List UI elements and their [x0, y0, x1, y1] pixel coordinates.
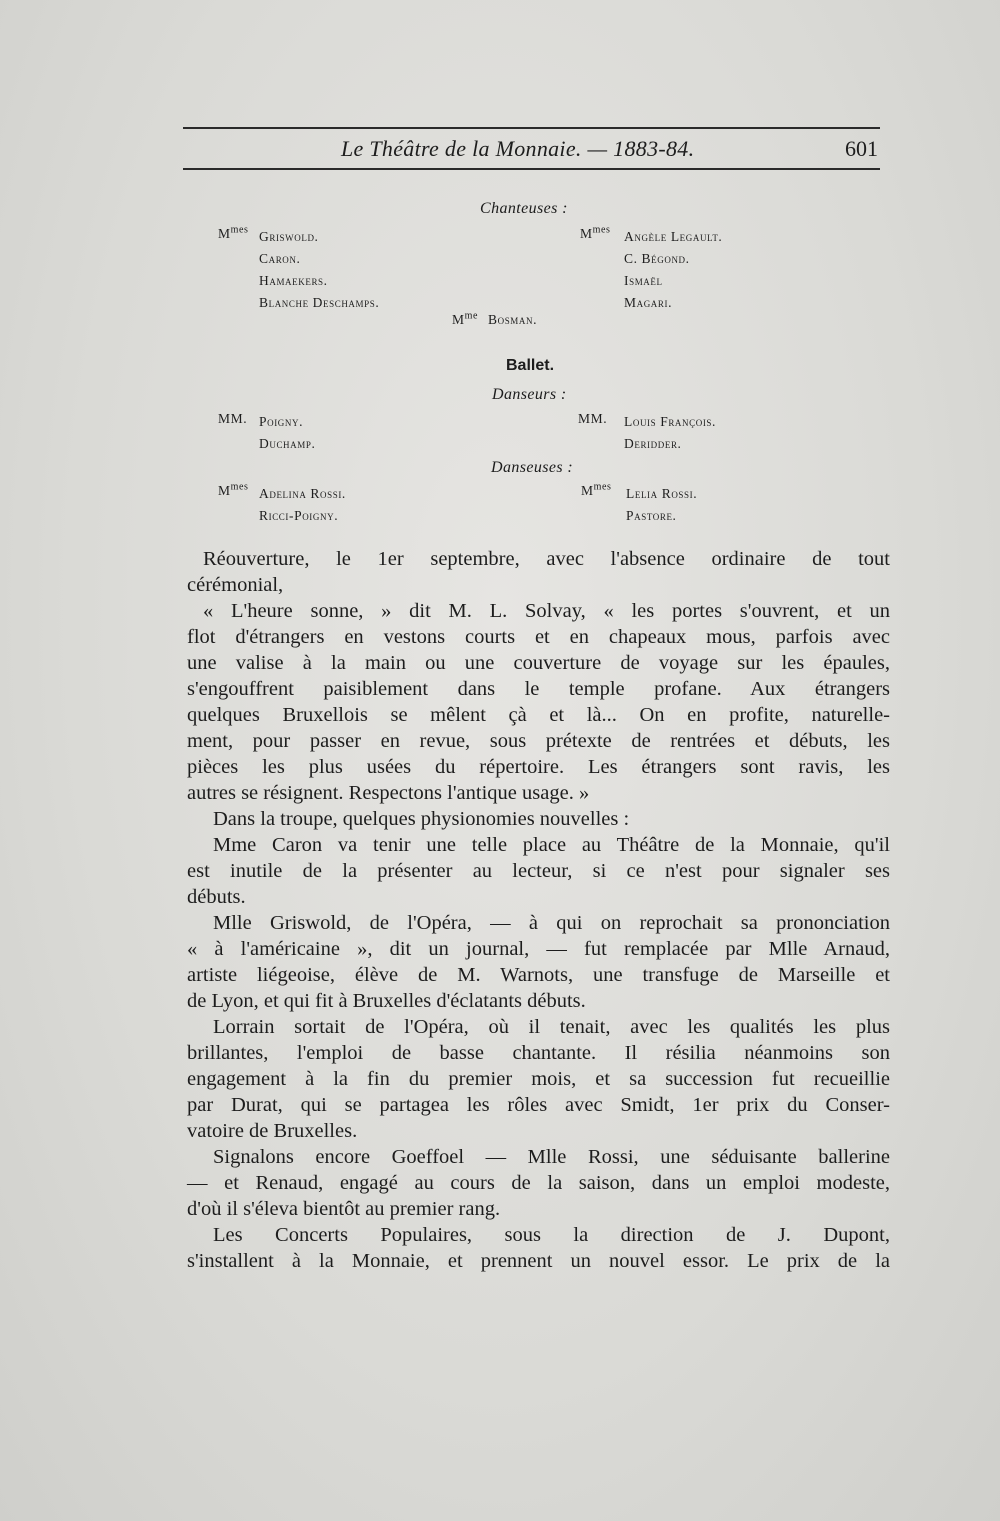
header-top-rule	[183, 127, 880, 129]
cast-name: Louis François.	[624, 414, 717, 429]
text-line: s'engouffrent paisiblement dans le temple profane. Aux étrangers	[187, 678, 890, 700]
cast-name: Magari.	[624, 295, 673, 310]
chanteuses-center-title: $M^{me}$	[452, 310, 479, 327]
chanteuses-left-title: $M^{mes}$	[218, 224, 249, 241]
text-line: engagement à la fin du premier mois, et sa succession fut recueillie	[187, 1068, 890, 1090]
text-line: pièces les plus usées du répertoire. Les étrangers sont ravis, les	[187, 756, 890, 778]
body-text	[187, 546, 890, 1274]
text-line: ment, pour passer en revue, sous prétexte de rentrées et débuts, les	[187, 730, 890, 752]
danseurs-right-list	[624, 411, 716, 455]
chanteuses-center-name: Bosman.	[488, 312, 538, 327]
cast-name: Hamaekers.	[259, 273, 328, 288]
cast-name: Angèle Legault.	[624, 229, 723, 244]
text-line: Lorrain sortait de l'Opéra, où il tenait, avec les qualités les plus	[213, 1016, 890, 1038]
chanteuses-left-title-sup: mes	[230, 224, 249, 236]
text-line: débuts.	[187, 886, 246, 908]
danseuses-right-title: $M^{mes}$	[581, 481, 612, 498]
danseurs-heading: Danseurs :	[492, 386, 567, 403]
text-line: Les Concerts Populaires, sous la direction de J. Dupont,	[213, 1224, 890, 1246]
danseuses-heading: Danseuses :	[491, 459, 574, 476]
running-title: Le Théâtre de la Monnaie. — 1883-84.	[341, 136, 695, 161]
cast-name: Duchamp.	[259, 436, 316, 451]
danseuses-left-title-sup: mes	[230, 481, 249, 493]
text-line: une valise à la main ou une couverture de voyage sur les épaules,	[187, 652, 890, 674]
chanteuses-right-title-sup: mes	[592, 224, 611, 236]
danseurs-left-list	[259, 411, 315, 455]
cast-name: Ismaël	[624, 273, 663, 288]
text-line: de Lyon, et qui fit à Bruxelles d'éclatants débuts.	[187, 990, 586, 1012]
text-line: « à l'américaine », dit un journal, — fut remplacée par Mlle Arnaud,	[187, 938, 890, 960]
ballet-heading: Ballet.	[506, 357, 555, 374]
text-line: par Durat, qui se partagea les rôles avec Smidt, 1er prix du Conser-	[187, 1094, 890, 1116]
chanteuses-left-list	[259, 226, 379, 314]
page-number: 601	[845, 136, 878, 161]
cast-name: Pastore.	[626, 508, 677, 523]
cast-name: Blanche Deschamps.	[259, 295, 380, 310]
text-line: artiste liégeoise, élève de M. Warnots, une transfuge de Marseille et	[187, 964, 890, 986]
text-line: Signalons encore Goeffoel — Mlle Rossi, une séduisante ballerine	[213, 1146, 890, 1168]
text-line: cérémonial,	[187, 574, 284, 596]
text-line: est inutile de la présenter au lecteur, si ce n'est pour signaler ses	[187, 860, 890, 882]
text-line: autres se résignent. Respectons l'antique usage. »	[187, 782, 590, 804]
cast-name: Deridder.	[624, 436, 682, 451]
danseuses-right-title-sup: mes	[593, 481, 612, 493]
text-line: brillantes, l'emploi de basse chantante. Il résilia néanmoins son	[187, 1042, 890, 1064]
cast-name: Ricci-Poigny.	[259, 508, 339, 523]
cast-name: C. Bégond.	[624, 251, 690, 266]
danseurs-left-title: MM.	[218, 411, 248, 426]
cast-name: Adelina Rossi.	[259, 486, 346, 501]
danseuses-left-title: $M^{mes}$	[218, 481, 249, 498]
running-header	[183, 136, 880, 162]
cast-name: Griswold.	[259, 229, 319, 244]
chanteuses-heading: Chanteuses :	[480, 200, 568, 217]
text-line: Réouverture, le 1er septembre, avec l'absence ordinaire de tout	[203, 548, 890, 570]
danseuses-left-list	[259, 483, 346, 527]
cast-name: Lelia Rossi.	[626, 486, 698, 501]
cast-name: Caron.	[259, 251, 301, 266]
danseuses-right-list	[626, 483, 697, 527]
chanteuses-right-list	[624, 226, 722, 314]
danseurs-right-title: MM.	[578, 411, 608, 426]
chanteuses-right-title: $M^{mes}$	[580, 224, 611, 241]
text-line: flot d'étrangers en vestons courts et en chapeaux mous, parfois avec	[187, 626, 890, 648]
cast-name: Poigny.	[259, 414, 304, 429]
text-line: vatoire de Bruxelles.	[187, 1120, 358, 1142]
text-line: quelques Bruxellois se mêlent çà et là... On en profite, naturelle-	[187, 704, 890, 726]
header-bottom-rule	[183, 168, 880, 170]
text-line: Mme Caron va tenir une telle place au Théâtre de la Monnaie, qu'il	[213, 834, 890, 856]
chanteuses-center-title-sup: me	[464, 310, 479, 322]
text-line: — et Renaud, engagé au cours de la saison, dans un emploi modeste,	[187, 1172, 890, 1194]
text-line: s'installent à la Monnaie, et prennent un nouvel essor. Le prix de la	[187, 1250, 890, 1272]
text-line: « L'heure sonne, » dit M. L. Solvay, « les portes s'ouvrent, et un	[203, 600, 890, 622]
text-line: Dans la troupe, quelques physionomies nouvelles :	[213, 808, 630, 830]
text-line: d'où il s'éleva bientôt au premier rang.	[187, 1198, 501, 1220]
text-line: Mlle Griswold, de l'Opéra, — à qui on reprochait sa prononciation	[213, 912, 890, 934]
